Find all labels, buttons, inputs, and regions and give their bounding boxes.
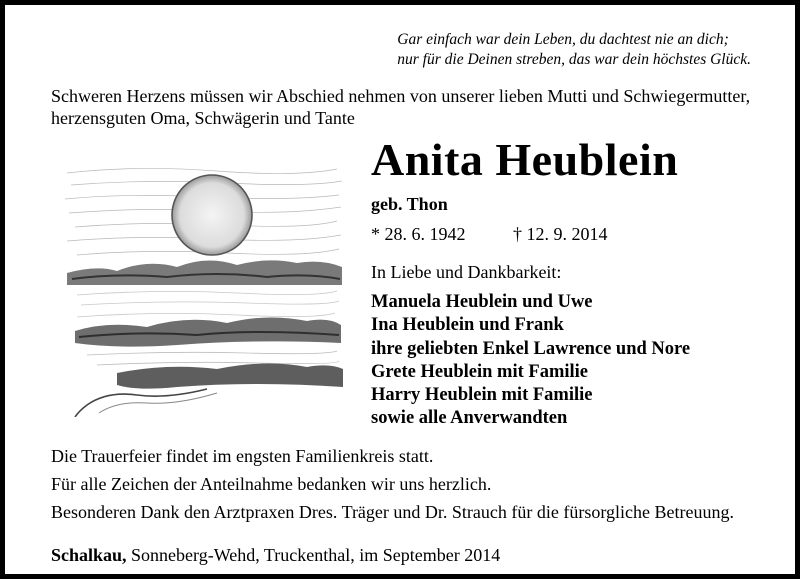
- mourner-line: Harry Heublein mit Familie: [371, 385, 593, 406]
- intro-text: Schweren Herzens müssen wir Abschied nehmen von unserer lieben Mutti und Schwiegermutter, herzensguten Oma, Schwägerin und Tante: [51, 86, 751, 128]
- funeral-note: Die Trauerfeier findet im engsten Familienkreis statt.: [51, 446, 434, 466]
- mourners-list: [371, 291, 690, 431]
- death-date: † 12. 9. 2014: [513, 224, 608, 244]
- mourner-line: Grete Heublein mit Familie: [371, 361, 588, 382]
- deceased-name: Anita Heublein: [371, 134, 679, 185]
- mourner-line: sowie alle Anverwandten: [371, 408, 568, 429]
- notes-section: [51, 445, 751, 529]
- birth-date: * 28. 6. 1942: [371, 224, 466, 244]
- memorial-quote: [397, 30, 751, 70]
- quote-line-1: Gar einfach war dein Leben, du dachtest nie an dich;: [397, 31, 729, 48]
- closing-line: [51, 544, 500, 566]
- mourner-line: Ina Heublein und Frank: [371, 315, 564, 336]
- quote-line-2: nur für die Deinen streben, das war dein höchstes Glück.: [397, 51, 751, 68]
- mourners-intro: In Liebe und Dankbarkeit:: [371, 262, 562, 282]
- mourner-line: ihre geliebten Enkel Lawrence und Nore: [371, 338, 691, 359]
- special-thanks-note: Besonderen Dank den Arztpraxen Dres. Träger und Dr. Strauch für die fürsorgliche Betreuung.: [51, 502, 734, 522]
- closing-rest: Sonneberg-Wehd, Truckenthal, im September 2014: [126, 545, 501, 565]
- maiden-name: geb. Thon: [371, 194, 448, 214]
- sunset-landscape-illustration: [57, 155, 347, 417]
- closing-place: Schalkau,: [51, 545, 127, 565]
- thanks-note: Für alle Zeichen der Anteilnahme bedanken wir uns herzlich.: [51, 474, 492, 494]
- mourner-line: Manuela Heublein und Uwe: [371, 292, 593, 312]
